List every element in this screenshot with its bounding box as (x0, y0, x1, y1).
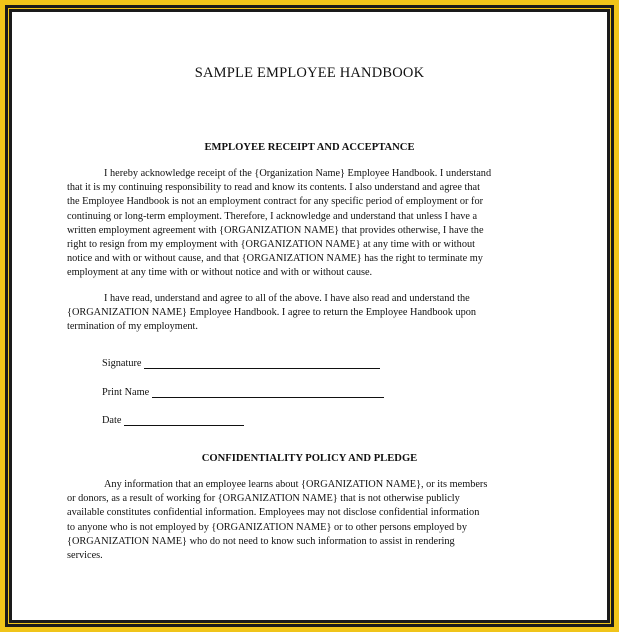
paragraph-line: Any information that an employee learns about {ORGANIZATION NAME}, or its members (104, 479, 488, 490)
date-label: Date (102, 415, 122, 426)
receipt-paragraph-2 (67, 292, 539, 335)
print-name-field[interactable] (102, 386, 384, 398)
paragraph-line: or donors, as a result of working for {ORGANIZATION NAME} that is not otherwise publicly (67, 493, 460, 505)
paragraph-line: {ORGANIZATION NAME} who do not need to know such information to assist in rendering (67, 535, 455, 547)
document-page (12, 12, 607, 620)
signature-field[interactable] (102, 357, 380, 369)
print-name-line[interactable] (152, 386, 384, 398)
paragraph-line: I have read, understand and agree to all of the above. I have also read and understand the (104, 293, 470, 304)
paragraph-line: employment at any time with or without notice and with or without cause. (67, 267, 373, 279)
paragraph-line: to anyone who is not employed by {ORGANIZATION NAME} or to other persons employed by (67, 521, 467, 533)
paragraph-line: I hereby acknowledge receipt of the {Organization Name} Employee Handbook. I understand (104, 168, 492, 179)
paragraph-line: continuing or long-term employment. Therefore, I acknowledge and understand that unless I have a (67, 210, 478, 222)
date-line[interactable] (124, 414, 244, 426)
print-name-label: Print Name (102, 387, 150, 398)
paragraph-line: written employment agreement with {ORGANIZATION NAME} that provides otherwise, I have the (67, 224, 484, 236)
date-field[interactable] (102, 414, 244, 426)
confidentiality-heading: CONFIDENTIALITY POLICY AND PLEDGE (201, 453, 418, 464)
paragraph-line: right to resign from my employment with {ORGANIZATION NAME} at any time with or without (67, 239, 475, 251)
confidentiality-paragraph (67, 478, 539, 563)
paragraph-line: notice and with or without cause, and that {ORGANIZATION NAME} has the right to terminate my (67, 253, 483, 265)
receipt-paragraph-1 (67, 167, 539, 281)
paragraph-line: termination of my employment. (67, 321, 198, 333)
paragraph-line: that it is my continuing responsibility to read and know its contents. I also understand and agree that (67, 182, 480, 194)
paragraph-line: the Employee Handbook is not an employment contract for any specific period of employment or for (67, 196, 484, 208)
signature-line[interactable] (144, 357, 380, 369)
receipt-heading: EMPLOYEE RECEIPT AND ACCEPTANCE (204, 142, 415, 153)
paragraph-line: available constitutes confidential information. Employees may not disclose confidential information (67, 507, 480, 519)
paragraph-line: services. (67, 550, 103, 562)
paragraph-line: {ORGANIZATION NAME} Employee Handbook. I agree to return the Employee Handbook upon (67, 307, 477, 319)
document-title: SAMPLE EMPLOYEE HANDBOOK (194, 65, 425, 81)
signature-label: Signature (102, 358, 142, 369)
